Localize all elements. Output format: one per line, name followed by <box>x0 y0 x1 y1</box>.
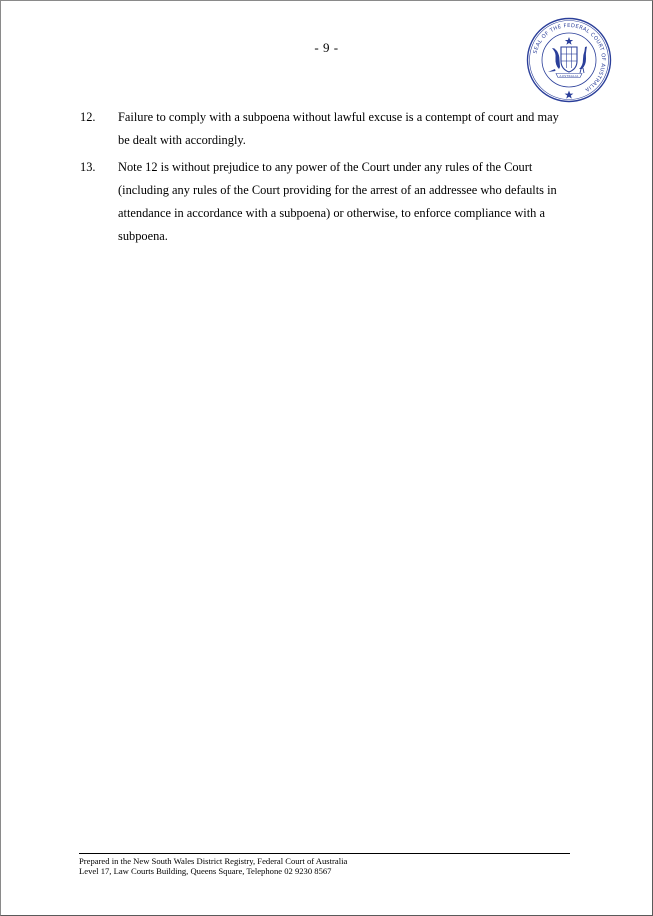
seal-ring-text: SEAL OF THE FEDERAL COURT OF AUSTRALIA <box>532 22 607 93</box>
seal-banner-text: AUSTRALIA <box>559 73 579 78</box>
clause <box>80 106 580 152</box>
page-number: - 9 - <box>314 40 339 55</box>
footer-address-line: Level 17, Law Courts Building, Queens Square, Telephone 02 9230 8567 <box>79 866 332 876</box>
clause <box>80 156 580 248</box>
page-footer <box>79 856 570 876</box>
clause-text: Failure to comply with a subpoena without lawful excuse is a contempt of court and may be dealt with accordingly. <box>118 110 559 147</box>
clause-number: 12. <box>80 110 96 124</box>
footer-registry-line: Prepared in the New South Wales District Registry, Federal Court of Australia <box>79 856 348 866</box>
clause-number: 13. <box>80 160 96 174</box>
clause-text: Note 12 is without prejudice to any power of the Court under any rules of the Court (including any rules of the Court providing for the arrest of an addressee who defaults in attendance in accordance with a subpoena) or otherwise, to enforce compliance with a subpoena. <box>118 160 557 243</box>
svg-text:SEAL OF THE FEDERAL COURT OF A <box>533 23 606 93</box>
court-seal-icon <box>526 17 612 103</box>
footer-divider <box>79 853 570 854</box>
